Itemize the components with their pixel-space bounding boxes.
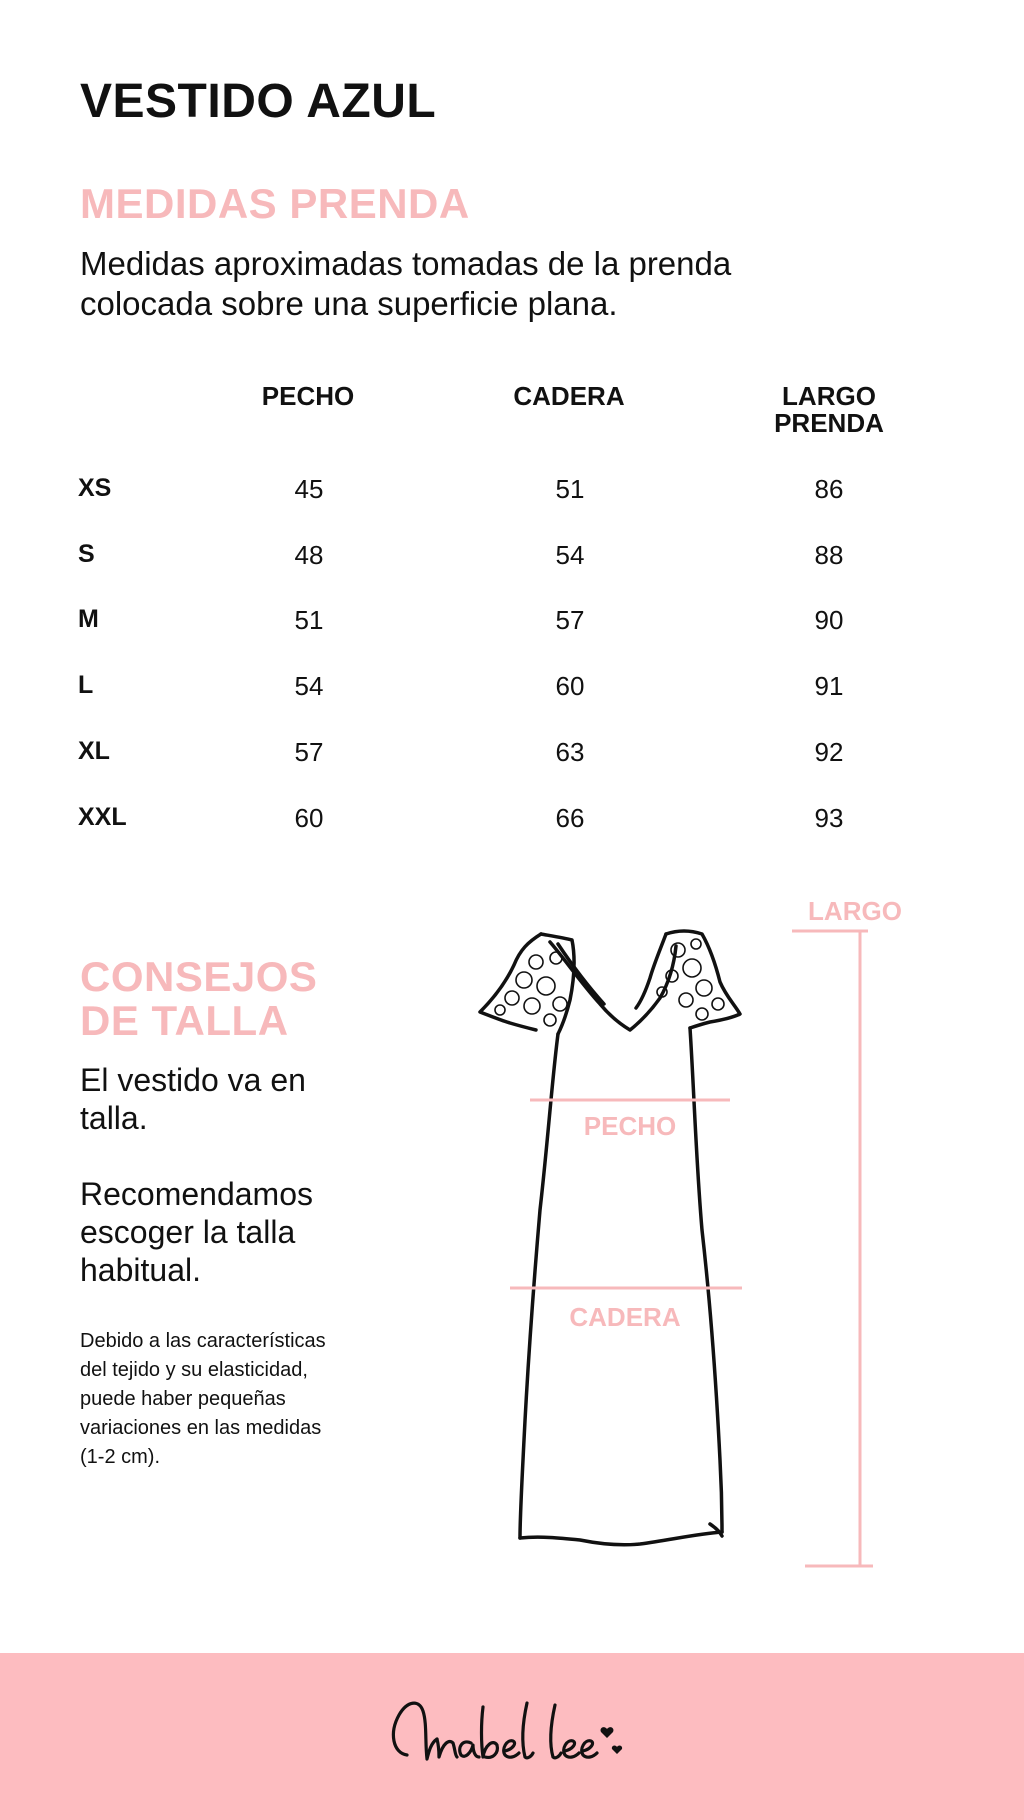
column-header-cadera: CADERA xyxy=(513,381,625,411)
table-cell: 92 xyxy=(814,737,844,767)
table-cell: 45 xyxy=(294,474,324,504)
size-label: XS xyxy=(78,474,112,502)
tips-note: Debido a las características del tejido y su elasticidad, puede haber pequeñas variaciones en las medidas (1-2 cm). xyxy=(80,1330,326,1468)
table-cell: 60 xyxy=(555,671,585,701)
table-cell: 51 xyxy=(555,474,585,504)
table-cell: 63 xyxy=(555,737,585,767)
tips-heading-line1: CONSEJOS xyxy=(80,953,318,1000)
table-cell: 51 xyxy=(294,605,324,635)
measurements-intro: Medidas aproximadas tomadas de la prenda colocada sobre una superficie plana. xyxy=(80,245,732,322)
page-title: VESTIDO AZUL xyxy=(80,75,437,128)
pecho-label: PECHO xyxy=(583,1111,677,1141)
table-cell: 57 xyxy=(294,737,324,767)
largo-measure-line xyxy=(792,931,873,1566)
table-cell: 90 xyxy=(814,605,844,635)
table-cell: 93 xyxy=(814,803,844,833)
table-cell: 54 xyxy=(294,671,324,701)
table-cell: 48 xyxy=(294,540,324,570)
dress-diagram xyxy=(440,920,920,1570)
size-label: XL xyxy=(78,737,110,765)
table-cell: 57 xyxy=(555,605,585,635)
column-header-largo-text: LARGO PRENDA xyxy=(774,381,884,438)
size-label: XXL xyxy=(78,803,127,831)
largo-label: LARGO xyxy=(808,896,902,926)
table-cell: 60 xyxy=(294,803,324,833)
footer-banner xyxy=(0,1653,1024,1820)
size-label: S xyxy=(78,540,95,568)
table-cell: 88 xyxy=(814,540,844,570)
column-header-pecho: PECHO xyxy=(261,381,355,411)
measurements-heading: MEDIDAS PRENDA xyxy=(80,180,470,227)
brand-logo xyxy=(385,1693,645,1783)
size-label: M xyxy=(78,605,99,633)
tips-heading xyxy=(80,955,317,1043)
tips-recommend: Recomendamos escoger la talla habitual. xyxy=(80,1176,313,1288)
column-header-largo xyxy=(739,383,919,437)
size-label: L xyxy=(78,671,94,699)
cadera-label: CADERA xyxy=(569,1302,681,1332)
tips-fit: El vestido va en talla. xyxy=(80,1062,306,1136)
table-cell: 91 xyxy=(814,671,844,701)
table-cell: 86 xyxy=(814,474,844,504)
table-cell: 66 xyxy=(555,803,585,833)
table-cell: 54 xyxy=(555,540,585,570)
tips-heading-line2: DE TALLA xyxy=(80,997,289,1044)
dress-outline xyxy=(480,931,740,1545)
